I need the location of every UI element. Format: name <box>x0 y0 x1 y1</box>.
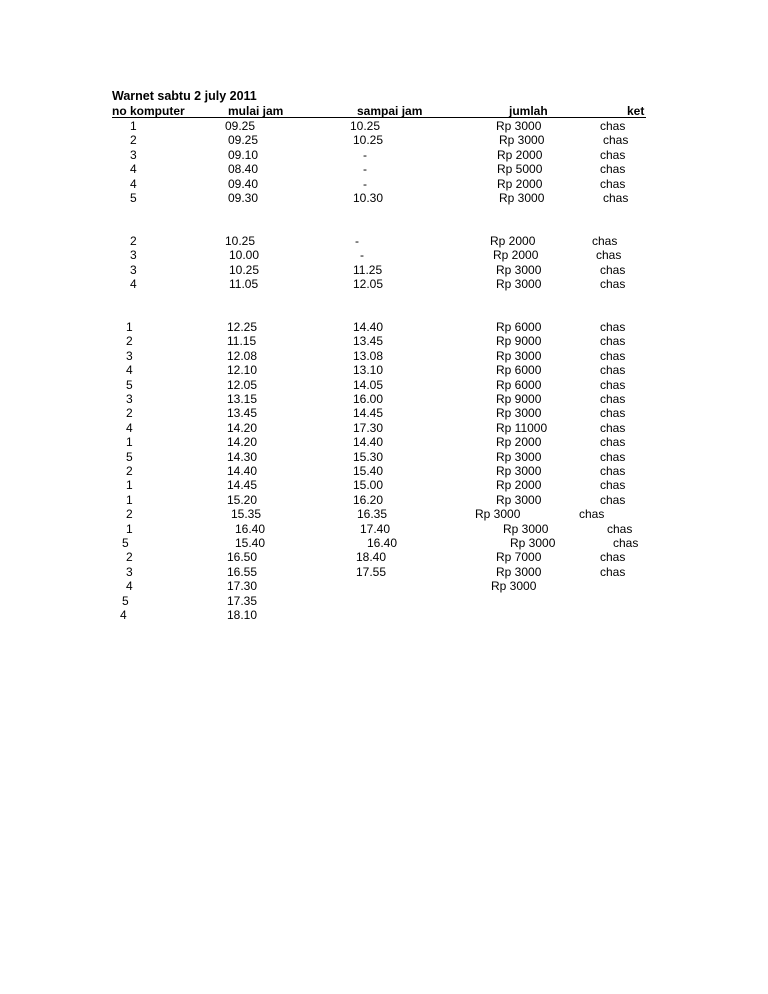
cell-ket: chas <box>600 449 626 464</box>
table-row <box>0 493 768 507</box>
cell-no: 2 <box>130 234 137 248</box>
cell-ket: chas <box>613 536 639 550</box>
cell-no: 1 <box>126 478 133 493</box>
cell-mulai: 16.50 <box>227 550 258 565</box>
cell-ket: chas <box>600 262 626 277</box>
cell-ket: chas <box>600 176 626 191</box>
cell-mulai: 13.45 <box>227 406 258 421</box>
cell-no: 2 <box>126 406 133 421</box>
cell-jumlah: Rp 9000 <box>496 334 542 349</box>
table-row <box>0 378 768 392</box>
cell-sampai: 13.08 <box>353 348 384 363</box>
header-no-komputer: no komputer <box>112 104 185 118</box>
cell-mulai: 14.20 <box>227 420 258 435</box>
cell-jumlah: Rp 11000 <box>496 420 548 435</box>
cell-no: 5 <box>122 536 129 550</box>
cell-ket: chas <box>600 406 626 421</box>
cell-jumlah: Rp 6000 <box>496 363 542 378</box>
cell-jumlah: Rp 3000 <box>496 492 542 507</box>
cell-ket: chas <box>600 435 626 450</box>
cell-sampai: 16.00 <box>353 392 384 406</box>
cell-ket: chas <box>600 492 626 507</box>
cell-no: 5 <box>122 593 129 608</box>
cell-no: 4 <box>130 162 137 177</box>
cell-jumlah: Rp 6000 <box>496 320 542 334</box>
cell-sampai: 15.00 <box>353 478 384 493</box>
cell-sampai: 15.30 <box>353 449 384 464</box>
cell-no: 4 <box>126 363 133 378</box>
table-row <box>0 133 768 147</box>
cell-no: 1 <box>126 320 133 334</box>
table-row <box>0 507 768 521</box>
table-row <box>0 565 768 579</box>
header-jumlah: jumlah <box>509 104 548 118</box>
cell-sampai: - <box>363 147 367 162</box>
cell-sampai: 18.40 <box>356 550 387 565</box>
cell-mulai: 10.25 <box>225 234 256 248</box>
cell-mulai: 11.15 <box>227 334 257 349</box>
cell-sampai: 17.40 <box>360 521 391 536</box>
table-row <box>0 191 768 205</box>
cell-no: 2 <box>126 507 133 522</box>
cell-jumlah: Rp 3000 <box>510 536 556 550</box>
cell-no: 2 <box>126 334 133 349</box>
table-row <box>0 349 768 363</box>
cell-mulai: 09.40 <box>228 176 259 191</box>
table-row <box>0 277 768 291</box>
table-row <box>0 119 768 133</box>
cell-ket: chas <box>600 564 626 579</box>
cell-mulai: 12.10 <box>227 363 258 378</box>
cell-no: 4 <box>130 176 137 191</box>
cell-jumlah: Rp 7000 <box>496 550 542 565</box>
table-row <box>0 450 768 464</box>
cell-jumlah: Rp 5000 <box>497 162 543 177</box>
cell-sampai: 10.25 <box>353 133 384 148</box>
cell-sampai: - <box>360 248 364 263</box>
cell-mulai: 10.00 <box>229 248 260 263</box>
cell-no: 2 <box>130 133 137 148</box>
table-row <box>0 435 768 449</box>
table-row <box>0 363 768 377</box>
cell-no: 5 <box>126 377 133 392</box>
cell-mulai: 11.05 <box>229 277 259 292</box>
cell-mulai: 09.25 <box>228 133 259 148</box>
cell-mulai: 14.20 <box>227 435 258 450</box>
cell-jumlah: Rp 6000 <box>496 377 542 392</box>
table-row <box>0 392 768 406</box>
cell-jumlah: Rp 3000 <box>496 449 542 464</box>
cell-ket: chas <box>603 133 629 148</box>
cell-jumlah: Rp 2000 <box>493 248 539 263</box>
cell-mulai: 15.35 <box>231 507 262 522</box>
cell-mulai: 16.40 <box>235 521 266 536</box>
cell-mulai: 09.25 <box>225 119 256 133</box>
table-row <box>0 608 768 622</box>
table-row <box>0 334 768 348</box>
cell-ket: chas <box>600 119 626 133</box>
cell-sampai: 10.25 <box>350 119 381 133</box>
cell-sampai: 17.55 <box>356 564 387 579</box>
cell-sampai: - <box>355 234 359 248</box>
cell-sampai: 16.20 <box>353 492 384 507</box>
cell-jumlah: Rp 3000 <box>491 579 537 594</box>
cell-no: 3 <box>126 392 133 406</box>
cell-mulai: 16.55 <box>227 564 258 579</box>
table-row <box>0 234 768 248</box>
cell-mulai: 15.40 <box>235 536 266 550</box>
cell-mulai: 14.30 <box>227 449 258 464</box>
table-row <box>0 162 768 176</box>
cell-sampai: 17.30 <box>353 420 384 435</box>
cell-no: 3 <box>130 248 137 263</box>
cell-sampai: 14.45 <box>353 406 384 421</box>
table-row <box>0 177 768 191</box>
table-row <box>0 579 768 593</box>
cell-mulai: 09.10 <box>228 147 259 162</box>
cell-no: 3 <box>126 564 133 579</box>
cell-ket: chas <box>600 147 626 162</box>
cell-sampai: 13.10 <box>353 363 384 378</box>
cell-no: 2 <box>126 550 133 565</box>
cell-ket: chas <box>596 248 622 263</box>
cell-jumlah: Rp 3000 <box>496 406 542 421</box>
cell-ket: chas <box>600 478 626 493</box>
cell-no: 1 <box>126 435 133 450</box>
table-row <box>0 320 768 334</box>
cell-jumlah: Rp 3000 <box>503 521 549 536</box>
cell-ket: chas <box>600 377 626 392</box>
cell-mulai: 13.15 <box>227 392 258 406</box>
cell-no: 1 <box>126 492 133 507</box>
cell-mulai: 17.30 <box>227 579 258 594</box>
cell-jumlah: Rp 3000 <box>496 277 542 292</box>
cell-sampai: 13.45 <box>353 334 384 349</box>
cell-sampai: 15.40 <box>353 464 384 478</box>
cell-sampai: 14.40 <box>353 435 384 450</box>
cell-jumlah: Rp 3000 <box>496 564 542 579</box>
cell-jumlah: Rp 2000 <box>496 435 542 450</box>
table-row <box>0 248 768 262</box>
cell-ket: chas <box>600 277 626 292</box>
cell-sampai: 12.05 <box>353 277 384 292</box>
cell-ket: chas <box>600 348 626 363</box>
table-row <box>0 478 768 492</box>
cell-mulai: 12.08 <box>227 348 258 363</box>
cell-ket: chas <box>600 363 626 378</box>
table-row <box>0 550 768 564</box>
cell-jumlah: Rp 2000 <box>490 234 536 248</box>
cell-sampai: 14.40 <box>353 320 384 334</box>
cell-ket: chas <box>600 320 626 334</box>
cell-sampai: - <box>363 162 367 177</box>
cell-mulai: 12.25 <box>227 320 258 334</box>
cell-mulai: 09.30 <box>228 191 259 205</box>
cell-sampai: 16.35 <box>357 507 388 522</box>
cell-mulai: 12.05 <box>227 377 258 392</box>
table-row <box>0 464 768 478</box>
cell-no: 3 <box>126 348 133 363</box>
cell-jumlah: Rp 3000 <box>496 262 542 277</box>
cell-no: 2 <box>126 464 133 478</box>
table-row <box>0 263 768 277</box>
cell-ket: chas <box>607 521 633 536</box>
cell-mulai: 17.35 <box>227 593 258 608</box>
cell-ket: chas <box>600 392 626 406</box>
header-mulai-jam: mulai jam <box>228 104 284 118</box>
header-sampai-jam: sampai jam <box>357 104 423 118</box>
cell-ket: chas <box>592 234 618 248</box>
cell-no: 1 <box>130 119 137 133</box>
cell-mulai: 08.40 <box>228 162 259 177</box>
cell-jumlah: Rp 2000 <box>497 176 543 191</box>
cell-jumlah: Rp 2000 <box>496 478 542 493</box>
cell-mulai: 14.45 <box>227 478 258 493</box>
cell-no: 3 <box>130 147 137 162</box>
cell-no: 4 <box>126 579 133 594</box>
cell-ket: chas <box>603 191 629 205</box>
table-row <box>0 536 768 550</box>
cell-jumlah: Rp 3000 <box>475 507 521 522</box>
cell-ket: chas <box>600 334 626 349</box>
cell-ket: chas <box>600 420 626 435</box>
cell-sampai: 11.25 <box>353 262 383 277</box>
cell-ket: chas <box>600 162 626 177</box>
cell-no: 5 <box>130 191 137 205</box>
cell-sampai: 16.40 <box>367 536 398 550</box>
cell-jumlah: Rp 3000 <box>496 348 542 363</box>
cell-sampai: - <box>363 176 367 191</box>
cell-no: 1 <box>126 521 133 536</box>
cell-ket: chas <box>600 464 626 478</box>
cell-ket: chas <box>579 507 605 522</box>
cell-jumlah: Rp 3000 <box>499 191 545 205</box>
table-row <box>0 522 768 536</box>
cell-mulai: 18.10 <box>227 608 258 622</box>
cell-no: 4 <box>120 608 127 622</box>
cell-sampai: 10.30 <box>353 191 384 205</box>
table-row <box>0 421 768 435</box>
cell-mulai: 10.25 <box>229 262 260 277</box>
cell-jumlah: Rp 9000 <box>496 392 542 406</box>
cell-no: 4 <box>126 420 133 435</box>
header-ket: ket <box>627 104 645 118</box>
cell-jumlah: Rp 2000 <box>497 147 543 162</box>
cell-no: 5 <box>126 449 133 464</box>
cell-sampai: 14.05 <box>353 377 384 392</box>
cell-no: 3 <box>130 262 137 277</box>
cell-ket: chas <box>600 550 626 565</box>
cell-jumlah: Rp 3000 <box>496 119 542 133</box>
cell-jumlah: Rp 3000 <box>496 464 542 478</box>
cell-mulai: 15.20 <box>227 492 258 507</box>
cell-no: 4 <box>130 277 137 292</box>
table-row <box>0 148 768 162</box>
cell-jumlah: Rp 3000 <box>499 133 545 148</box>
table-row <box>0 406 768 420</box>
table-row <box>0 594 768 608</box>
sheet-title: Warnet sabtu 2 july 2011 <box>112 89 257 103</box>
cell-mulai: 14.40 <box>227 464 258 478</box>
